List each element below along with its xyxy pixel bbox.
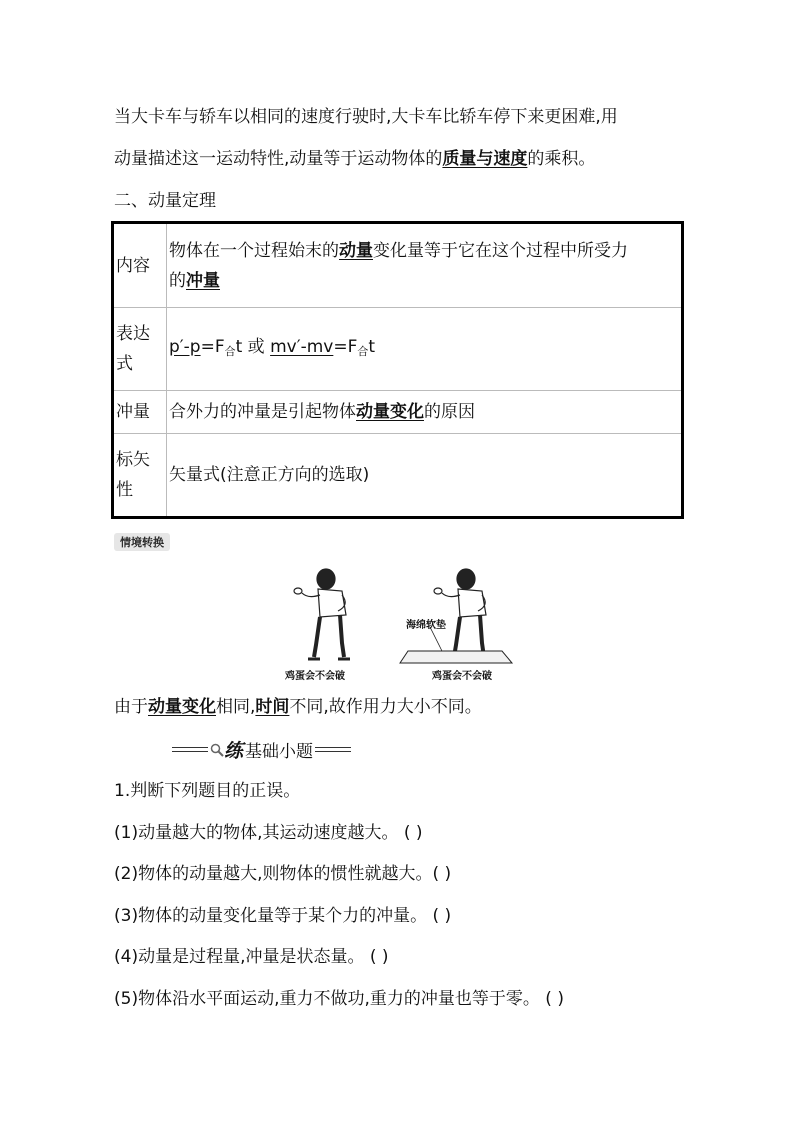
conclusion-line — [114, 696, 482, 718]
divider-left — [172, 747, 208, 752]
sponge-cushion — [400, 651, 512, 663]
intro-text: 的乘积。 — [527, 149, 596, 169]
answer-blank: 动量 — [339, 240, 373, 261]
conclusion-text: 不同,故作用力大小不同。 — [289, 697, 482, 717]
formula-text: t — [368, 336, 376, 357]
subscript: 合 — [224, 344, 236, 358]
table-header — [113, 308, 167, 391]
header-text: 式 — [116, 354, 133, 374]
practice-badge: 练 — [224, 740, 244, 762]
intro-text: 动量描述这一运动特性,动量等于运动物体的 — [114, 149, 443, 169]
cell-text: 的 — [169, 270, 186, 291]
conclusion-text: 相同, — [216, 697, 256, 717]
answer-blank: 动量变化 — [356, 402, 424, 422]
question-item: (4)动量是过程量,冲量是状态量。 ( ) — [114, 947, 389, 967]
cell-line — [169, 236, 679, 266]
header-text: 性 — [116, 480, 133, 500]
section-title: 二、动量定理 — [114, 191, 216, 211]
person-left-figure — [294, 569, 350, 659]
cell-line — [169, 266, 679, 296]
caption-right: 鸡蛋会不会破 — [432, 671, 492, 682]
answer-blank: 质量与速度 — [442, 149, 528, 169]
table-cell — [167, 223, 683, 308]
practice-title: 基础小题 — [245, 742, 314, 762]
formula-cell — [167, 308, 683, 391]
answer-blank: mv′-mv — [270, 336, 334, 357]
person-right-figure — [434, 569, 490, 659]
divider-right — [315, 747, 351, 752]
answer-blank: 时间 — [255, 697, 290, 717]
table-header: 冲量 — [113, 391, 167, 434]
subscript: 合 — [357, 344, 369, 358]
question-item: (3)物体的动量变化量等于某个力的冲量。 ( ) — [114, 906, 452, 926]
intro-line-2 — [114, 148, 595, 170]
cell-text: 变化量等于它在这个过程中所受力 — [373, 240, 628, 261]
formula-text: t 或 — [235, 336, 271, 357]
table-cell — [167, 391, 683, 434]
egg-drop-illustration — [280, 565, 520, 683]
table-cell: 矢量式(注意正方向的选取) — [167, 434, 683, 518]
answer-blank: 动量变化 — [148, 697, 216, 717]
caption-left: 鸡蛋会不会破 — [285, 671, 345, 682]
table-header — [113, 434, 167, 518]
conclusion-text: 由于 — [114, 697, 148, 717]
cell-text: 物体在一个过程始末的 — [169, 240, 339, 261]
intro-line-1: 当大卡车与轿车以相同的速度行驶时,大卡车比轿车停下来更困难,用 — [114, 107, 618, 127]
momentum-theorem-table — [111, 221, 684, 519]
question-item: (1)动量越大的物体,其运动速度越大。 ( ) — [114, 823, 423, 843]
magnifier-icon — [210, 743, 224, 757]
question-stem: 1.判断下列题目的正误。 — [114, 781, 301, 801]
question-item: (5)物体沿水平面运动,重力不做功,重力的冲量也等于零。 ( ) — [114, 989, 564, 1009]
answer-blank: 冲量 — [186, 270, 220, 291]
practice-heading — [170, 736, 353, 763]
table-header: 内容 — [113, 223, 167, 308]
question-item: (2)物体的动量越大,则物体的惯性就越大。( ) — [114, 864, 452, 884]
header-text: 标矢 — [116, 450, 150, 470]
header-text: 表达 — [116, 324, 150, 344]
formula-text: =F — [200, 336, 225, 357]
formula-text: =F — [333, 336, 358, 357]
cushion-label: 海绵软垫 — [406, 620, 446, 631]
cell-text: 合外力的冲量是引起物体 — [169, 402, 356, 422]
answer-blank: p′-p — [169, 336, 201, 357]
scene-tag: 情境转换 — [114, 533, 170, 551]
cell-text: 的原因 — [424, 402, 475, 422]
